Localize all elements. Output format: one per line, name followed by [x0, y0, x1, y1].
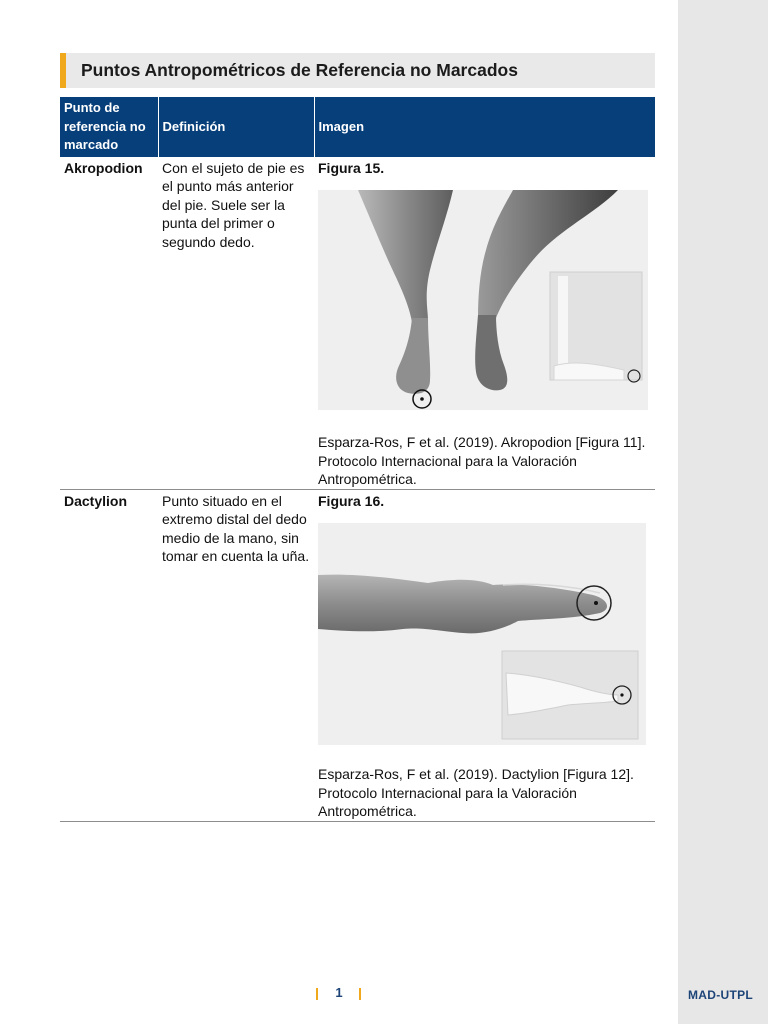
brand-label: MAD-UTPL — [688, 988, 754, 1002]
page-number: 1 — [335, 985, 343, 1000]
figure-label: Figura 16. — [318, 492, 385, 509]
dactylion-figure — [318, 523, 646, 745]
page-number-indicator — [314, 985, 364, 1005]
image-cell — [314, 489, 655, 821]
akropodion-figure — [318, 190, 648, 410]
section-title: Puntos Antropométricos de Referencia no Marcados — [81, 60, 518, 80]
term-cell: Dactylion — [60, 489, 158, 821]
section-title-bar — [60, 53, 655, 88]
dactylion-marker-dot — [594, 601, 598, 605]
figure-label: Figura 15. — [318, 159, 385, 176]
term-cell: Akropodion — [60, 157, 158, 490]
header-cell-definition: Definición — [158, 97, 314, 157]
akropodion-marker-dot — [420, 397, 424, 401]
figure-credit: Esparza-Ros, F et al. (2019). Dactylion [Figura 12]. Protocolo Internacional para la Valoración Antropométrica. — [318, 766, 634, 819]
header-cell-point: Punto de referencia no marcado — [60, 97, 158, 157]
header-cell-image: Imagen — [314, 97, 655, 157]
title-accent-bar — [60, 53, 66, 88]
right-margin-panel — [678, 0, 768, 1024]
table-row — [60, 489, 655, 821]
table-row — [60, 157, 655, 490]
reference-points-table — [60, 97, 655, 822]
inset-tibia — [558, 276, 568, 376]
figure-credit: Esparza-Ros, F et al. (2019). Akropodion [Figura 11]. Protocolo Internacional para la Valoración Antropométrica. — [318, 434, 646, 487]
definition-cell: Punto situado en el extremo distal del dedo medio de la mano, sin tomar en cuenta la uña. — [158, 489, 314, 821]
table-header-row — [60, 97, 655, 157]
image-cell — [314, 157, 655, 490]
definition-cell: Con el sujeto de pie es el punto más anterior del pie. Suele ser la punta del primer o segundo dedo. — [158, 157, 314, 490]
inset-marker-dot — [620, 693, 623, 696]
